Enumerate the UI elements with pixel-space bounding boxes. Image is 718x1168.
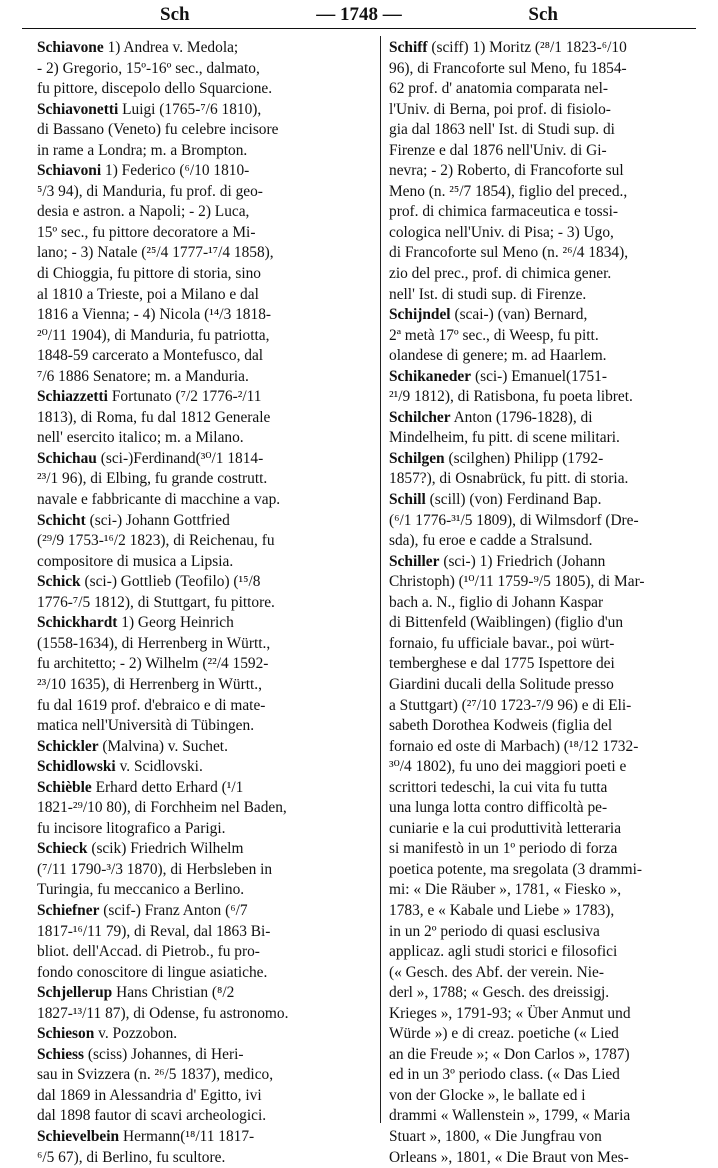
entry-text: fornaio ed oste di Marbach) (¹⁸/12 1732- bbox=[389, 737, 639, 755]
entry-line bbox=[389, 778, 701, 799]
entry-text: (sci-) Gottlieb (Teofilo) (¹⁵/8 bbox=[84, 573, 261, 591]
entry-text: sabeth Dorothea Kodweis (figlia del bbox=[389, 717, 613, 735]
entry-text: olandese di genere; m. ad Haarlem. bbox=[389, 347, 607, 365]
entry-line bbox=[37, 120, 370, 141]
entry-headword: Schicht bbox=[37, 511, 86, 529]
entry-line bbox=[37, 223, 370, 244]
entry-line bbox=[389, 141, 701, 162]
column-divider bbox=[380, 36, 381, 1123]
entry-line bbox=[37, 490, 370, 511]
entry-line bbox=[389, 1045, 701, 1066]
entry-text: (sci-) Emanuel(1751- bbox=[474, 367, 608, 385]
entry-line bbox=[389, 264, 701, 285]
entry-line bbox=[389, 860, 701, 881]
entry-line bbox=[389, 387, 701, 408]
entry-line bbox=[37, 202, 370, 223]
entry-text: l'Univ. di Berna, poi prof. di fisiolo- bbox=[389, 100, 611, 118]
entry-text: Würde ») e di creaz. poetiche (« Lied bbox=[389, 1025, 619, 1043]
entry-headword: Schilcher bbox=[389, 408, 451, 426]
entry-line bbox=[37, 737, 370, 758]
entry-text: una lunga lotta contro difficoltà pe- bbox=[389, 799, 608, 817]
entry-text: derl », 1788; « Gesch. des dreissigj. bbox=[389, 984, 610, 1002]
entry-text: Hermann(¹⁸/11 1817- bbox=[122, 1127, 255, 1145]
entry-line bbox=[37, 696, 370, 717]
entry-text: in rame a Londra; m. a Brompton. bbox=[37, 141, 248, 159]
entry-line bbox=[37, 326, 370, 347]
entry-headword: Schiazzetti bbox=[37, 388, 108, 406]
entry-headword: Schieck bbox=[37, 840, 88, 858]
entry-text: (Malvina) v. Suchet. bbox=[102, 737, 228, 755]
entry-line bbox=[389, 757, 701, 778]
entry-line bbox=[37, 757, 370, 778]
entry-line bbox=[37, 716, 370, 737]
entry-text: Turingia, fu meccanico a Berlino. bbox=[37, 881, 245, 899]
entry-text: ⁵/3 94), di Manduria, fu prof. di geo- bbox=[37, 182, 263, 200]
entry-line bbox=[37, 963, 370, 984]
entry-text: cuniarie e la cui produttività letteraria bbox=[389, 819, 622, 837]
entry-text: 1821-²⁹/10 80), di Forchheim nel Baden, bbox=[37, 799, 287, 817]
entry-text: bach a. N., figlio di Johann Kaspar bbox=[389, 593, 604, 611]
entry-text: (sciff) 1) Moritz (²⁸/1 1823-⁶/10 bbox=[431, 39, 627, 56]
entry-line bbox=[389, 326, 701, 347]
entry-text: cologica nell'Univ. di Pisa; - 3) Ugo, bbox=[389, 223, 614, 241]
entry-text: 1848-59 carcerato a Montefusco, dal bbox=[37, 347, 264, 365]
entry-text: temberghese e dal 1775 Ispettore dei bbox=[389, 655, 615, 673]
entry-text: 2ª metà 17º sec., di Weesp, fu pitt. bbox=[389, 326, 599, 344]
dictionary-entry bbox=[37, 100, 370, 162]
entry-line bbox=[37, 798, 370, 819]
dictionary-entry bbox=[389, 490, 701, 552]
entry-headword: Schièble bbox=[37, 778, 92, 796]
entry-text: dal 1898 fautor di scavi archeologici. bbox=[37, 1107, 267, 1125]
entry-text: (²⁹/9 1753-¹⁶/2 1823), di Reichenau, fu bbox=[37, 532, 275, 550]
dictionary-entry bbox=[37, 737, 370, 758]
entry-text: sda), fu eroe e cadde a Stralsund. bbox=[389, 532, 593, 550]
entry-line bbox=[389, 634, 701, 655]
entry-text: Stuart », 1800, « Die Jungfrau von bbox=[389, 1127, 602, 1145]
entry-line bbox=[389, 901, 701, 922]
entry-text: ²³/10 1635), di Herrenberg in Württ., bbox=[37, 675, 262, 693]
entry-line bbox=[37, 449, 370, 470]
entry-line bbox=[37, 428, 370, 449]
entry-text: (sciss) Johannes, di Heri- bbox=[87, 1045, 244, 1063]
entry-text: Christoph) (¹⁰/11 1759-⁹/5 1805), di Mar- bbox=[389, 573, 645, 591]
entry-line bbox=[37, 387, 370, 408]
entry-text: fornaio, fu ufficiale bavar., poi würt- bbox=[389, 634, 615, 652]
entry-line bbox=[37, 860, 370, 881]
entry-text: (scilghen) Philipp (1792- bbox=[448, 449, 604, 467]
entry-line bbox=[37, 778, 370, 799]
entry-headword: Schiess bbox=[37, 1045, 85, 1063]
dictionary-entry bbox=[37, 901, 370, 983]
dictionary-entry bbox=[37, 1127, 370, 1168]
dictionary-entry bbox=[37, 613, 370, 736]
entry-text: - 2) Gregorio, 15º-16º sec., dalmato, bbox=[37, 59, 260, 77]
entry-text: nell' esercito italico; m. a Milano. bbox=[37, 429, 244, 447]
entry-line bbox=[37, 38, 370, 59]
entry-text: von der Glocke », le ballate ed i bbox=[389, 1086, 586, 1104]
entry-text: Luigi (1765-⁷/6 1810), bbox=[122, 100, 262, 118]
entry-text: desia e astron. a Napoli; - 2) Luca, bbox=[37, 203, 250, 221]
dictionary-entry bbox=[389, 408, 701, 449]
entry-text: applicaz. agli studi storici e filosofici bbox=[389, 943, 618, 961]
entry-line bbox=[389, 1024, 701, 1045]
entry-line bbox=[37, 552, 370, 573]
entry-line bbox=[37, 79, 370, 100]
header-left-guide-word: Sch bbox=[160, 4, 190, 25]
entry-text: di Francoforte sul Meno (n. ²⁶/4 1834), bbox=[389, 244, 629, 262]
entry-text: (« Gesch. des Abf. der verein. Nie- bbox=[389, 963, 604, 981]
entry-line bbox=[389, 1127, 701, 1148]
entry-text: 1827-¹³/11 87), di Odense, fu astronomo. bbox=[37, 1004, 289, 1022]
right-column bbox=[389, 38, 701, 1168]
entry-line bbox=[389, 243, 701, 264]
entry-text: di Bittenfeld (Waiblingen) (figlio d'un bbox=[389, 614, 624, 632]
entry-line bbox=[37, 654, 370, 675]
entry-line bbox=[389, 613, 701, 634]
entry-line bbox=[37, 983, 370, 1004]
entry-line bbox=[389, 79, 701, 100]
entry-headword: Schiller bbox=[389, 552, 440, 570]
entry-line bbox=[37, 901, 370, 922]
entry-text: di Bassano (Veneto) fu celebre incisore bbox=[37, 121, 279, 139]
entry-line bbox=[389, 1106, 701, 1127]
entry-line bbox=[389, 223, 701, 244]
entry-line bbox=[389, 819, 701, 840]
dictionary-entry bbox=[37, 839, 370, 901]
entry-line bbox=[389, 449, 701, 470]
entry-text: sau in Svizzera (n. ²⁶/5 1837), medico, bbox=[37, 1066, 274, 1084]
entry-text: gia dal 1863 nell' Ist. di Studi sup. di bbox=[389, 121, 615, 139]
entry-line bbox=[389, 161, 701, 182]
entry-text: 1817-¹⁶/11 79), di Reval, dal 1863 Bi- bbox=[37, 922, 271, 940]
entry-text: ⁷/6 1886 Senatore; m. a Manduria. bbox=[37, 367, 249, 385]
entry-line bbox=[389, 202, 701, 223]
dictionary-entry bbox=[389, 449, 701, 490]
entry-text: 1) Federico (⁶/10 1810- bbox=[105, 162, 250, 180]
entry-text: a Stuttgart) (²⁷/10 1723-⁷/9 96) e di Eli- bbox=[389, 696, 632, 714]
entry-headword: Schieson bbox=[37, 1025, 95, 1043]
entry-text: 1) Andrea v. Medola; bbox=[107, 39, 239, 56]
entry-line bbox=[389, 1148, 701, 1168]
entry-line bbox=[389, 367, 701, 388]
entry-text: ²¹/9 1812), di Ratisbona, fu poeta libret. bbox=[389, 388, 633, 406]
entry-headword: Schidlowski bbox=[37, 758, 116, 776]
entry-headword: Schiff bbox=[389, 39, 428, 56]
entry-line bbox=[37, 59, 370, 80]
entry-line bbox=[37, 346, 370, 367]
entry-text: 1776-⁷/5 1812), di Stuttgart, fu pittore. bbox=[37, 593, 275, 611]
entry-line bbox=[37, 531, 370, 552]
entry-line bbox=[389, 1004, 701, 1025]
entry-headword: Schiavonetti bbox=[37, 100, 119, 118]
entry-text: ⁶/5 67), di Berlino, fu scultore. bbox=[37, 1148, 226, 1166]
entry-line bbox=[37, 264, 370, 285]
header-right-guide-word: Sch bbox=[528, 4, 558, 25]
entry-text: fu dal 1619 prof. d'ebraico e di mate- bbox=[37, 696, 266, 714]
entry-text: zio del prec., prof. di chimica gener. bbox=[389, 265, 612, 283]
entry-line bbox=[389, 654, 701, 675]
entry-line bbox=[389, 963, 701, 984]
entry-line bbox=[37, 1086, 370, 1107]
entry-text: lano; - 3) Natale (²⁵/4 1777-¹⁷/4 1858), bbox=[37, 244, 274, 262]
entry-text: fondo conoscitore di lingue asiatiche. bbox=[37, 963, 268, 981]
entry-text: in un 2º periodo di quasi esclusiva bbox=[389, 922, 600, 940]
header-rule bbox=[22, 28, 696, 29]
entry-text: bliot. dell'Accad. di Pietrob., fu pro- bbox=[37, 943, 260, 961]
entry-line bbox=[37, 839, 370, 860]
entry-line bbox=[389, 531, 701, 552]
entry-line bbox=[389, 100, 701, 121]
entry-text: prof. di chimica farmaceutica e tossi- bbox=[389, 203, 619, 221]
entry-text: Mindelheim, fu pitt. di scene militari. bbox=[389, 429, 620, 447]
entry-line bbox=[389, 428, 701, 449]
entry-headword: Schichau bbox=[37, 449, 97, 467]
dictionary-entry bbox=[389, 367, 701, 408]
entry-headword: Schill bbox=[389, 491, 426, 509]
entry-text: Anton (1796-1828), di bbox=[453, 408, 593, 426]
entry-text: mi: « Die Räuber », 1781, « Fiesko », bbox=[389, 881, 622, 899]
entry-text: nell' Ist. di studi sup. di Firenze. bbox=[389, 285, 587, 303]
entry-line bbox=[37, 819, 370, 840]
entry-line bbox=[389, 922, 701, 943]
entry-line bbox=[389, 572, 701, 593]
entry-text: (⁷/11 1790-³/3 1870), di Herbsleben in bbox=[37, 860, 273, 878]
entry-line bbox=[37, 182, 370, 203]
dictionary-entry bbox=[37, 1024, 370, 1045]
entry-text: fu architetto; - 2) Wilhelm (²²/4 1592- bbox=[37, 655, 269, 673]
entry-text: ²³/1 96), di Elbing, fu grande costrutt. bbox=[37, 470, 268, 488]
entry-text: Hans Christian (⁸/2 bbox=[116, 984, 235, 1002]
entry-line bbox=[389, 696, 701, 717]
entry-text: 1813), di Roma, fu dal 1812 Generale bbox=[37, 408, 271, 426]
dictionary-entry bbox=[37, 511, 370, 573]
entry-text: v. Scidlovski. bbox=[119, 758, 203, 776]
entry-line bbox=[37, 1127, 370, 1148]
entry-headword: Schilgen bbox=[389, 449, 445, 467]
entry-text: ³⁰/4 1802), fu uno dei maggiori poeti e bbox=[389, 758, 627, 776]
entry-text: dal 1869 in Alessandria d' Egitto, ivi bbox=[37, 1086, 262, 1104]
entry-line bbox=[37, 675, 370, 696]
entry-line bbox=[37, 634, 370, 655]
entry-line bbox=[37, 161, 370, 182]
entry-line bbox=[389, 469, 701, 490]
entry-line bbox=[37, 511, 370, 532]
dictionary-entry bbox=[389, 305, 701, 367]
entry-line bbox=[389, 716, 701, 737]
entry-text: si manifestò in un 1º periodo di forza bbox=[389, 840, 618, 858]
entry-text: (scif-) Franz Anton (⁶/7 bbox=[103, 901, 248, 919]
entry-text: Firenze e dal 1876 nell'Univ. di Gi- bbox=[389, 141, 607, 159]
entry-text: di Chioggia, fu pittore di storia, sino bbox=[37, 265, 261, 283]
entry-text: 15º sec., fu pittore decoratore a Mi- bbox=[37, 223, 256, 241]
entry-line bbox=[37, 1106, 370, 1127]
entry-line bbox=[37, 593, 370, 614]
left-column bbox=[37, 38, 370, 1168]
entry-headword: Schjellerup bbox=[37, 984, 113, 1002]
dictionary-entry bbox=[37, 778, 370, 840]
entry-line bbox=[389, 490, 701, 511]
entry-headword: Schikaneder bbox=[389, 367, 472, 385]
entry-line bbox=[389, 346, 701, 367]
entry-line bbox=[37, 243, 370, 264]
entry-line bbox=[37, 880, 370, 901]
entry-headword: Schiavoni bbox=[37, 162, 102, 180]
entry-line bbox=[37, 1004, 370, 1025]
entry-text: drammi « Wallenstein », 1799, « Maria bbox=[389, 1107, 631, 1125]
dictionary-entry bbox=[37, 1045, 370, 1127]
entry-line bbox=[389, 593, 701, 614]
entry-text: fu pittore, discepolo dello Squarcione. bbox=[37, 80, 273, 98]
dictionary-entry bbox=[389, 38, 701, 305]
entry-line bbox=[389, 408, 701, 429]
entry-text: 1816 a Vienna; - 4) Nicola (¹⁴/3 1818- bbox=[37, 306, 272, 324]
entry-headword: Schijndel bbox=[389, 306, 451, 324]
entry-text: 62 prof. d' anatomia comparata nel- bbox=[389, 80, 609, 98]
entry-text: fu incisore litografico a Parigi. bbox=[37, 819, 226, 837]
entry-line bbox=[37, 367, 370, 388]
entry-text: v. Pozzobon. bbox=[98, 1025, 178, 1043]
dictionary-entry bbox=[37, 38, 370, 100]
entry-headword: Schickhardt bbox=[37, 614, 118, 632]
entry-text: (scill) (von) Ferdinand Bap. bbox=[429, 491, 602, 509]
entry-text: an die Freude »; « Don Carlos », 1787) bbox=[389, 1045, 630, 1063]
entry-text: 1857?), di Osnabrück, fu pitt. di storia. bbox=[389, 470, 629, 488]
entry-line bbox=[37, 922, 370, 943]
entry-line bbox=[37, 305, 370, 326]
entry-line bbox=[37, 1065, 370, 1086]
entry-line bbox=[37, 469, 370, 490]
entry-line bbox=[389, 1086, 701, 1107]
entry-line bbox=[37, 942, 370, 963]
dictionary-entry bbox=[37, 161, 370, 387]
entry-text: ²⁰/11 1904), di Manduria, fu patriotta, bbox=[37, 326, 270, 344]
entry-line bbox=[37, 100, 370, 121]
entry-line bbox=[37, 1024, 370, 1045]
entry-text: Orleans », 1801, « Die Braut von Mes- bbox=[389, 1148, 629, 1166]
entry-text: navale e fabbricante di macchine a vap. bbox=[37, 491, 281, 509]
entry-line bbox=[37, 572, 370, 593]
dictionary-entry bbox=[37, 387, 370, 449]
entry-text: 96), di Francoforte sul Meno, fu 1854- bbox=[389, 59, 627, 77]
entry-headword: Schievelbein bbox=[37, 1127, 120, 1145]
entry-line bbox=[389, 182, 701, 203]
entry-line bbox=[389, 552, 701, 573]
entry-text: 1) Georg Heinrich bbox=[121, 614, 234, 632]
entry-text: scrittori tedeschi, la cui vita fu tutta bbox=[389, 778, 608, 796]
dictionary-entry bbox=[37, 449, 370, 511]
entry-text: Erhard detto Erhard (¹/1 bbox=[95, 778, 244, 796]
entry-text: 1783, e « Kabale und Liebe » 1783), bbox=[389, 901, 615, 919]
entry-line bbox=[37, 613, 370, 634]
entry-headword: Schick bbox=[37, 573, 81, 591]
entry-line bbox=[37, 141, 370, 162]
entry-text: (scai-) (van) Bernard, bbox=[454, 306, 588, 324]
entry-text: Fortunato (⁷/2 1776-²/11 bbox=[111, 388, 262, 406]
entry-text: (sci-)Ferdinand(³⁰/1 1814- bbox=[100, 449, 264, 467]
entry-text: compositore di musica a Lipsia. bbox=[37, 552, 234, 570]
running-header bbox=[22, 4, 696, 26]
entry-line bbox=[37, 285, 370, 306]
dictionary-entry bbox=[37, 757, 370, 778]
entry-text: Giardini ducali della Solitude presso bbox=[389, 675, 614, 693]
entry-line bbox=[37, 1148, 370, 1168]
entry-line bbox=[389, 675, 701, 696]
entry-line bbox=[389, 305, 701, 326]
entry-text: (⁶/1 1776-³¹/5 1809), di Wilmsdorf (Dre- bbox=[389, 511, 639, 529]
entry-text: (sci-) Johann Gottfried bbox=[89, 511, 230, 529]
entry-headword: Schickler bbox=[37, 737, 99, 755]
entry-text: nevra; - 2) Roberto, di Francoforte sul bbox=[389, 162, 624, 180]
entry-line bbox=[389, 737, 701, 758]
entry-line bbox=[389, 285, 701, 306]
entry-line bbox=[389, 880, 701, 901]
dictionary-entry bbox=[37, 572, 370, 613]
entry-text: al 1810 a Trieste, poi a Milano e dal bbox=[37, 285, 259, 303]
entry-line bbox=[389, 59, 701, 80]
entry-text: (sci-) 1) Friedrich (Johann bbox=[443, 552, 606, 570]
entry-line bbox=[389, 511, 701, 532]
entry-line bbox=[389, 1065, 701, 1086]
entry-line bbox=[37, 1045, 370, 1066]
entry-line bbox=[389, 38, 701, 59]
dictionary-entry bbox=[389, 552, 701, 1168]
entry-text: Meno (n. ²⁵/7 1854), figlio del preced., bbox=[389, 182, 628, 200]
entry-line bbox=[37, 408, 370, 429]
entry-text: matica nell'Università di Tübingen. bbox=[37, 717, 255, 735]
entry-line bbox=[389, 983, 701, 1004]
entry-line bbox=[389, 120, 701, 141]
entry-text: ed in un 3º periodo class. (« Das Lied bbox=[389, 1066, 620, 1084]
page-number: — 1748 — bbox=[316, 4, 402, 25]
entry-headword: Schiavone bbox=[37, 39, 104, 56]
entry-line bbox=[389, 798, 701, 819]
entry-text: poetica potente, ma sregolata (3 drammi- bbox=[389, 860, 642, 878]
dictionary-entry bbox=[37, 983, 370, 1024]
entry-line bbox=[389, 942, 701, 963]
entry-text: (1558-1634), di Herrenberg in Württ., bbox=[37, 634, 271, 652]
entry-text: (scik) Friedrich Wilhelm bbox=[91, 840, 244, 858]
entry-line bbox=[389, 839, 701, 860]
entry-text: Krieges », 1791-93; « Über Anmut und bbox=[389, 1004, 631, 1022]
entry-headword: Schiefner bbox=[37, 901, 100, 919]
